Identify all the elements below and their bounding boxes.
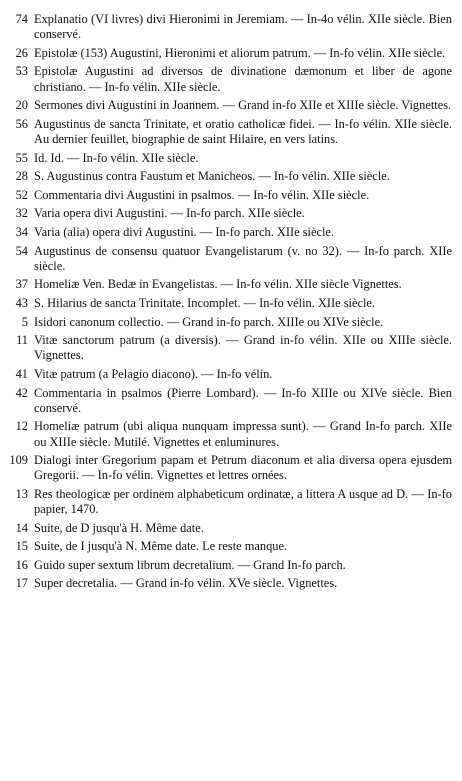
- entry-text: Homeliæ Ven. Bedæ in Evangelistas. — In-fo vélin. XIIe siècle Vignettes.: [34, 277, 402, 292]
- entry-text: Super decretalia. — Grand in-fo vélin. XVe siècle. Vignettes.: [34, 576, 338, 591]
- catalog-entry: [4, 453, 452, 483]
- entry-number: 20: [15, 98, 28, 113]
- entry-text: S. Augustinus contra Faustum et Manicheos. — In-fo vélin. XIIe siècle.: [34, 169, 390, 184]
- entry-number: 5: [21, 314, 28, 329]
- entry-number: 16: [15, 557, 28, 572]
- entry-number: 32: [15, 206, 28, 221]
- entry-text: Id. Id. — In-fo vélin. XIIe siècle.: [34, 150, 199, 165]
- entry-number: 42: [15, 385, 28, 400]
- entry-text: Commentaria in psalmos (Pierre Lombard). — In-fo XIIIe ou XIVe siècle. Bien conservé.: [34, 385, 452, 415]
- entry-number: 28: [15, 169, 28, 184]
- entry-text: Res theologicæ per ordinem alphabeticum ordinatæ, a littera A usque ad D. — In-fo papier, 1470.: [34, 486, 452, 517]
- catalog-entry: [4, 576, 452, 591]
- catalog-entry: [4, 558, 452, 573]
- entry-number: 15: [15, 539, 28, 554]
- entry-text: Augustinus de consensu quatuor Evangelistarum (v. no 32). — In-fo parch. XIIe siècle.: [34, 243, 452, 273]
- catalog-entry: [4, 98, 452, 113]
- entry-text: Commentaria divi Augustini in psalmos. — In-fo vélin. XIIe siècle.: [34, 187, 370, 202]
- entry-text: Suite, de I jusqu'à N. Même date. Le reste manque.: [34, 539, 288, 554]
- entry-number: 56: [15, 116, 28, 131]
- entry-number: 37: [15, 277, 28, 292]
- catalog-entry: [4, 539, 452, 554]
- entry-text: Guido super sextum librum decretalium. — Grand In-fo parch.: [34, 557, 346, 572]
- catalog-entry: [4, 225, 452, 240]
- catalog-entry: [4, 419, 452, 449]
- entry-text: Dialogi inter Gregorium papam et Petrum diaconum et alia diversa opera ejusdem Gregorii. — In-fo vélin. Vignettes et lettres ornées.: [34, 453, 452, 483]
- entry-text: S. Hilarius de sancta Trinitate. Incomplet. — In-fo vélin. XIIe siècle.: [34, 295, 376, 310]
- catalog-entry: [4, 117, 452, 147]
- entry-number: 55: [15, 150, 28, 165]
- entry-number: 13: [15, 486, 28, 501]
- catalog-entry: [4, 296, 452, 311]
- entry-text: Augustinus de sancta Trinitate, et oratio catholicæ fidei. — In-fo vélin. XIIe siècle. Au dernier feuillet, biographie de saint Hilaire, en vers latins.: [34, 116, 452, 146]
- entry-text: Suite, de D jusqu'à H. Même date.: [34, 520, 204, 535]
- entry-text: Sermones divi Augustini in Joannem. — Grand in-fo XIIe et XIIIe siècle. Vignettes.: [34, 98, 452, 113]
- catalog-entry: [4, 333, 452, 363]
- catalog-entry: [4, 277, 452, 292]
- catalog-entry: [4, 487, 452, 517]
- catalog-entry: [4, 188, 452, 203]
- entry-text: Vitæ patrum (a Pelagio diacono). — In-fo vélin.: [34, 366, 273, 381]
- entry-number: 34: [15, 224, 28, 239]
- catalog-entry: [4, 206, 452, 221]
- entry-number: 41: [15, 366, 28, 381]
- catalog-entry: [4, 169, 452, 184]
- catalog-entry: [4, 521, 452, 536]
- entry-number: 26: [15, 45, 28, 60]
- entry-number: 74: [15, 12, 28, 26]
- entry-number: 11: [16, 333, 28, 348]
- catalog-entry: [4, 386, 452, 416]
- entry-text: Varia (alia) opera divi Augustini. — In-fo parch. XIIe siècle.: [34, 224, 335, 239]
- catalog-entry: [4, 46, 452, 61]
- entry-text: Homeliæ patrum (ubi aliqua nunquam impressa sunt). — Grand In-fo parch. XIIe ou XIIIe siècle. Mutilé. Vignettes et enluminures.: [34, 419, 452, 449]
- entry-text: Epistolæ Augustini ad diversos de divinatione dæmonum et liber de agone christiano. — In-fo vélin. XIIe siècle.: [34, 64, 452, 94]
- catalog-entry: [4, 315, 452, 330]
- catalog-entry: [4, 244, 452, 274]
- entry-text: Explanatio (VI livres) divi Hieronimi in Jeremiam. — In-4o vélin. XIIe siècle. Bien conservé.: [34, 12, 452, 42]
- entry-number: 17: [15, 576, 28, 591]
- entry-text: Vitæ sanctorum patrum (a diversis). — Grand in-fo vélin. XIIe ou XIIIe siècle. Vignettes.: [34, 333, 452, 363]
- entry-number: 12: [15, 419, 28, 434]
- entry-text: Epistolæ (153) Augustini, Hieronimi et aliorum patrum. — In-fo vélin. XIIe siècle.: [34, 45, 446, 60]
- catalog-entry: [4, 151, 452, 166]
- entry-text: Varia opera divi Augustini. — In-fo parch. XIIe siècle.: [34, 206, 305, 221]
- entry-number: 14: [15, 520, 28, 535]
- entry-number: 52: [15, 187, 28, 202]
- entry-number: 53: [15, 64, 28, 79]
- entry-number: 43: [15, 295, 28, 310]
- catalog-entry: [4, 64, 452, 94]
- entry-number: 54: [15, 243, 28, 258]
- catalog-entry: [4, 367, 452, 382]
- catalog-entry: [4, 12, 452, 42]
- entry-number: 109: [9, 453, 28, 468]
- entry-text: Isidori canonum collectio. — Grand in-fo parch. XIIIe ou XIVe siècle.: [34, 314, 384, 329]
